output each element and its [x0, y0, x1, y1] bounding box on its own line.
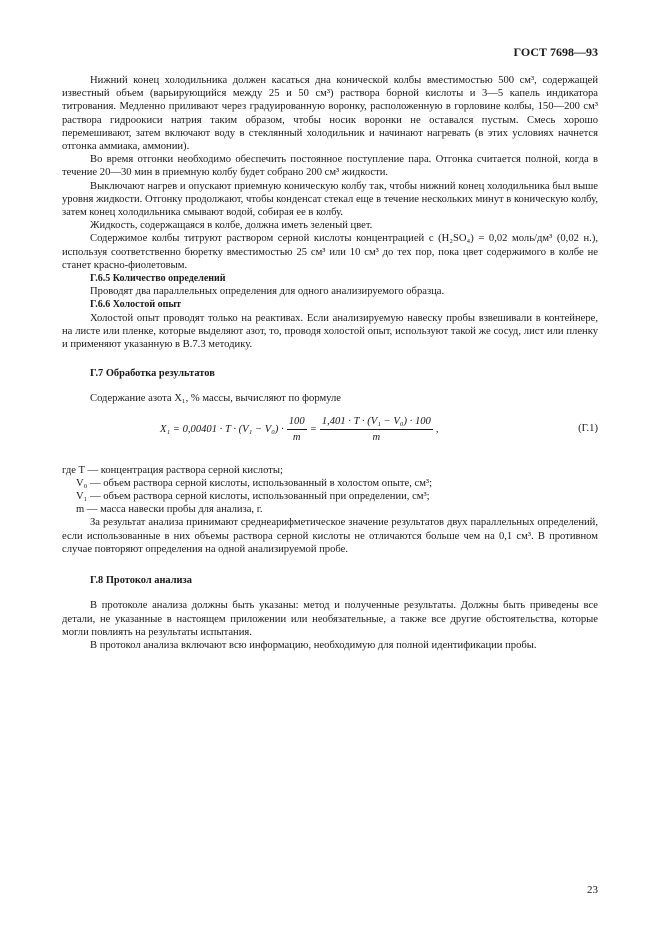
definition-line: m — масса навески пробы для анализа, г. — [76, 504, 263, 516]
paragraph: Холостой опыт проводят только на реактивах. Если анализируемую навеску пробы взвешивали в контейнере, на листе или пленке, которые выделяют азот, то, проводя холостой опыт, используют такой же сосуд, лист или пленку и применяют указанную в В.7.3 методику. — [62, 312, 598, 351]
fraction-numerator: 1,401 · T · (V₁ − V₀) · 100 — [320, 415, 433, 430]
document-page — [62, 0, 598, 936]
formula-lhs: X₁ = 0,00401 · T · (V₁ − V₀) · — [160, 424, 284, 436]
paragraph: Выключают нагрев и опускают приемную коническую колбу так, чтобы нижний конец холодильника был выше уровня жидкости. Отгонку продолжают, чтобы конденсат стекал еще в течение нескольких минут в коническую колбу, затем конец холодильника смывают водой, собирая ее в колбу. — [62, 180, 598, 219]
fraction-denominator: m — [292, 432, 301, 444]
page-number: 23 — [587, 884, 598, 896]
formula-equals: = — [309, 424, 317, 436]
section-heading-g65: Г.6.5 Количество определений — [90, 273, 226, 285]
fraction-numerator: 100 — [287, 415, 307, 430]
formula-fraction — [320, 415, 433, 444]
definition-line: V₁ — объем раствора серной кислоты, использованный при определении, см³; — [76, 491, 430, 503]
formula-number: (Г.1) — [578, 422, 598, 434]
paragraph: В протокол анализа включают всю информацию, необходимую для полной идентификации пробы. — [90, 639, 537, 651]
paragraph: В протоколе анализа должны быть указаны: метод и полученные результаты. Должны быть приведены все детали, не указанные в настоящем приложении или необязательные, а также все другие обстоятельства, которые могли повлиять на результаты испытания. — [62, 600, 598, 638]
formula-fraction — [287, 415, 307, 444]
paragraph: Содержимое колбы титруют раствором серной кислоты концентрацией c (H₂SO₄) = 0,02 моль/дм³ (0,02 н.), используя соответственно бюретку вместимостью 25 см³ или 10 см³ до тех пор, пока цвет содержимого в колбе не станет красно-фиолетовым. — [62, 233, 598, 271]
paragraph: Проводят два параллельных определения для одного анализируемого образца. — [90, 286, 445, 298]
variable-definitions — [62, 464, 598, 517]
standard-code-header: ГОСТ 7698—93 — [513, 45, 598, 59]
section-heading-g66: Г.6.6 Холостой опыт — [90, 299, 182, 311]
paragraph: Во время отгонки необходимо обеспечить постоянное поступление пара. Отгонка считается полной, когда в течение 20—30 мин в приемную колбу будет собрано 200 см³ жидкости. — [62, 154, 598, 179]
formula-block — [62, 414, 598, 450]
section-heading-g8: Г.8 Протокол анализа — [90, 575, 192, 587]
section-heading-g7: Г.7 Обработка результатов — [90, 368, 215, 380]
definition-line: V₀ — объем раствора серной кислоты, использованный в холостом опыте, см³; — [76, 477, 433, 489]
paragraph: Нижний конец холодильника должен касаться дна конической колбы вместимостью 500 см³, содержащей известный объем (варьирующийся между 25 и 50 см³) раствора борной кислоты и 3—5 капель индикатора титрования. Медленно приливают через градуированную воронку, расположенную в горловине колбы, 150—200 см³ раствора гидроокиси натрия таким образом, чтобы носик воронки не оставался пустым. Смесь хорошо перемешивают, затем включают воду в стеклянный холодильник и начинают нагревать (в этих условиях начнется отгонка аммиака, аммонии). — [62, 75, 598, 153]
paragraph: За результат анализа принимают среднеарифметическое значение результатов двух параллельных определений, если использованные в них объемы раствора серной кислоты не отличаются больше чем на 0,1 см³. В противном случае повторяют определения на одной анализируемой пробе. — [62, 517, 598, 555]
fraction-denominator: m — [372, 432, 381, 444]
formula-tail: , — [435, 424, 439, 436]
paragraph: Жидкость, содержащаяся в колбе, должна иметь зеленый цвет. — [90, 220, 373, 232]
definition-line: где T — концентрация раствора серной кислоты; — [62, 464, 283, 476]
page-content — [62, 74, 598, 652]
formula-intro: Содержание азота X₁, % массы, вычисляют по формуле — [90, 393, 341, 405]
formula — [160, 414, 439, 446]
